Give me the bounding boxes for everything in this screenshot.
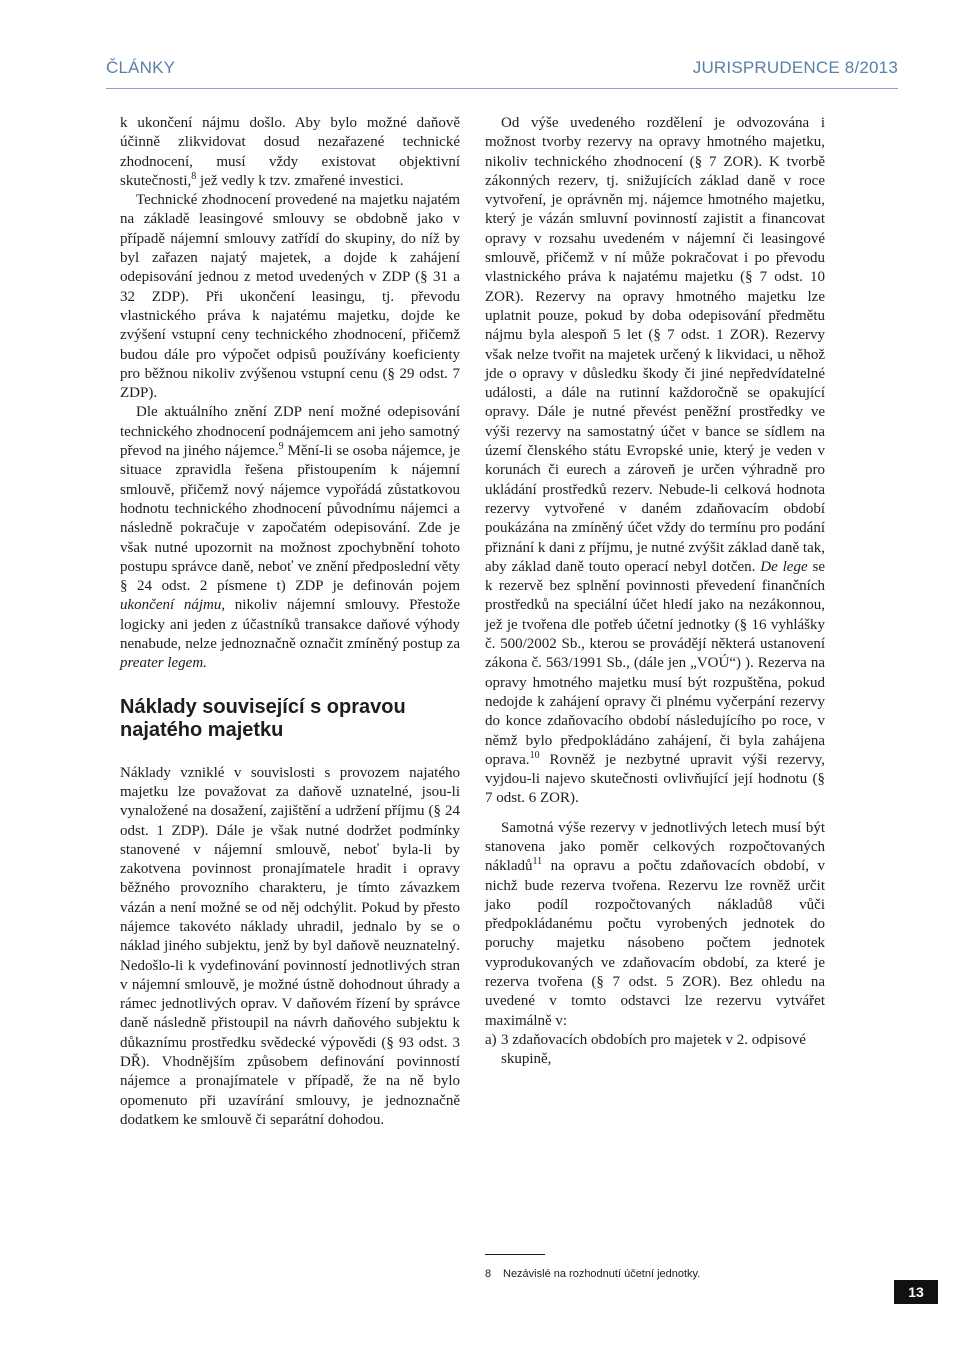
paragraph — [485, 114, 825, 809]
page-number: 13 — [894, 1280, 938, 1304]
italic-term: De lege — [760, 558, 808, 575]
paragraph-text: Od výše uvedeného rozdělení je odvozována i možnost tvorby rezervy na opravy hmotného majetku, nikoliv technického zhodnocení (§ 7 ZOR). K tvorbě zákonných rezerv, tj. snižujících základ daně v roce vytvoření, je oprávněn mj. nájemce hmotného majetku, který je vázán smluvní povinností zajistit a financovat opravy v rozsahu uvedeném v nájemní či leasingové smlouvě, přičemž v ní může pokračovat i po převodu vlastnického práva k najatému majetku (§ 7 odst. 10 ZOR). Rezervy na opravy hmotného majetku lze uplatnit pouze, pokud by doba odepisování předmětu nájmu byla alespoň 5 let (§ 7 odst. 1 ZOR). Rezervy však nelze tvořit na majetek určený k likvidaci, u něhož jde o opravy v důsledku škody či jiné nepředvídatelné události, a dále na rutinní každoročně se opakující opravy. Dále je nutné převést peněžní prostředky ve výši rezervy na samostatný účet v bance se sídlem na území členského státu Evropské unie, který je veden v korunách či eurech a zároveň je určen výhradně pro ukládání prostředků rezerv. Nebude-li celková hodnota rezervy vytvořené v daném zdaňovacím období poukázána na zmíněný účet vždy do termínu pro podání přiznání k dani z příjmu, je nutné zvýšit základ daně tak, aby základ daně touto operací nebyl dotčen. — [485, 115, 825, 575]
header-rule — [106, 88, 898, 89]
paragraph — [120, 403, 460, 673]
footnote-text: Nezávislé na rozhodnutí účetní jednotky. — [503, 1268, 701, 1280]
footnote-ref: 9 — [278, 441, 284, 453]
paragraph — [485, 819, 825, 1031]
paragraph-text: , nikoliv nájemní smlouvy. Přestože logicky ani jeden z účastníků transakce daňové výhody nenabude, nelze jednoznačně označit zmíněný postup za — [120, 597, 460, 653]
journal-title: JURISPRUDENCE 8/2013 — [692, 58, 898, 77]
paragraph: Technické zhodnocení provedené na majetku najatém na základě leasingové smlouvy se obdobně jako v případě nájemní smlouvy zatřídí do skupiny, do níž by byl zařazen najatý majetek, a dojde k zahájení odepisování jednou z metod uvedených v ZDP (§ 31 a 32 ZDP). Při ukončení leasingu, tj. převodu vlastnického práva k najatému majetku, dojde ke zvýšení vstupní ceny technického zhodnocení, přičemž budou dále pro výpočet odpisů používány koeficienty pro běžnou nikoliv zvýšenou vstupní cenu (§ 29 odst. 7 ZDP). — [120, 192, 460, 402]
italic-term: preater legem. — [120, 655, 207, 672]
right-column — [485, 114, 825, 1070]
footnote — [485, 1267, 700, 1281]
italic-term: ukončení nájmu — [120, 597, 222, 614]
paragraph-text: Rovněž je nezbytné upravit výši rezervy, vyjdou-li najevo skutečnosti ovlivňující její hodnotu (§ 7 odst. 6 ZOR). — [485, 751, 825, 807]
list-label: a) — [485, 1031, 497, 1048]
paragraph-text: se k rezervě bez splnění povinnosti převedení finančních prostředků na speciální účet hledí jako na nezákonnou, jež je tvořena dle potřeb účetní jednotky (§ 16 vyhlášky č. 500/2002 Sb., kterou se provádějí některá ustanovení zákona č. 563/1991 Sb., (dále jen „VOÚ“) ). Rezerva na opravy hmotného majetku musí být rozpuštěna, pokud nedojde k zahájení opravy či plnému vyčerpání rezervy do konce zdaňovacího období následujícího po roce, v němž bylo předpokládáno zahájení, či byla zahájena oprava. — [485, 558, 825, 768]
paragraph — [120, 114, 460, 191]
left-column — [120, 114, 460, 1130]
section-label: ČLÁNKY — [106, 58, 176, 77]
list-text: 3 zdaňovacích obdobích pro majetek v 2. odpisové skupině, — [501, 1031, 806, 1068]
footnote-ref: 11 — [532, 856, 543, 868]
section-heading: Náklady související s opravou najatého majetku — [120, 695, 406, 741]
paragraph-text: jež vedly k tzv. zmařené investici. — [196, 172, 404, 189]
paragraph-text: k ukončení nájmu došlo. Aby bylo možné daňově účinně zlikvidovat dosud nezařazené technické zhodnocení, musí vždy existovat objektivní skutečnosti, — [120, 115, 460, 189]
footnote-ref: 10 — [529, 749, 540, 761]
footnote-number: 8 — [485, 1268, 492, 1280]
paragraph-text: na opravu a počtu zdaňovacích období, v nichž bude rezerva tvořena. Rezervu lze rovněž určit jako podíl rozpočtovaných nákladů8 vůči předpokládanému počtu vyrobených jednotek do poruchy majetku násobeno počtem jednotek vyprodukovaných ve zdaňovacím období, za které je rezerva tvořena (§ 7 odst. 5 ZOR). Bez ohledu na uvedené v tomto odstavci lze rezervu vytvářet maximálně v: — [485, 858, 825, 1029]
paragraph-text: Samotná výše rezervy v jednotlivých letech musí být stanovena jako poměr celkových rozpočtovaných nákladů — [485, 819, 825, 875]
footnote-ref: 8 — [191, 170, 197, 182]
paragraph: Náklady vzniklé v souvislosti s provozem najatého majetku lze považovat za daňově uznatelné, jsou-li vynaložené na dosažení, zajištění a udržení příjmu (§ 24 odst. 1 ZDP). Dále je však nutné dodržet podmínky stanovené v nájemní smlouvě, neboť byla-li by zakotvena povinnost pronajímatele hradit i opravy běžného provozního charakteru, je tímto závazkem vázán a není možné se od něj odchýlit. Pokud by přesto nájemce takovéto náklady uhradil, jednalo by se o náklad jiného subjektu, jenž by byl daňově neuznatelný. Nedošlo-li k vydefinování povinností jednotlivých stran v nájemní smlouvě, je možné ústně dohodnout úhrady a rámec jednotlivých oprav. V daňovém řízení by správce daně následně přistoupil na návrh daňového subjektu k důkaznímu prostředku svědecké výpovědi (§ 93 odst. 3 DŘ). Vhodnějším způsobem definování povinností nájemce a pronajímatele v případě, že na ně bylo opomenuto při uzavírání smlouvy, je jednoznačně dodatkem ke smlouvě či separátní dohodou. — [120, 764, 460, 1128]
paragraph-text: Dle aktuálního znění ZDP není možné odepisování technického zhodnocení podnájemcem ani jeho samotný převod na jiného nájemce. — [120, 404, 460, 460]
paragraph-text: Mění-li se osoba nájemce, je situace zpravidla řešena přistoupením k nájemní smlouvě, přičemž nový nájemce vypořádá zůstatkovou hodnotu technického zhodnocení původnímu nájemci a následně pokračuje v započatém odepisování. Zde je však nutné upozornit na možnost zpochybnění tohoto postupu správce daně, neboť ve znění předposlední věty § 24 odst. 2 písmene t) ZDP je definován pojem — [120, 443, 460, 595]
list-item — [485, 1031, 825, 1070]
footnote-rule — [485, 1254, 545, 1255]
